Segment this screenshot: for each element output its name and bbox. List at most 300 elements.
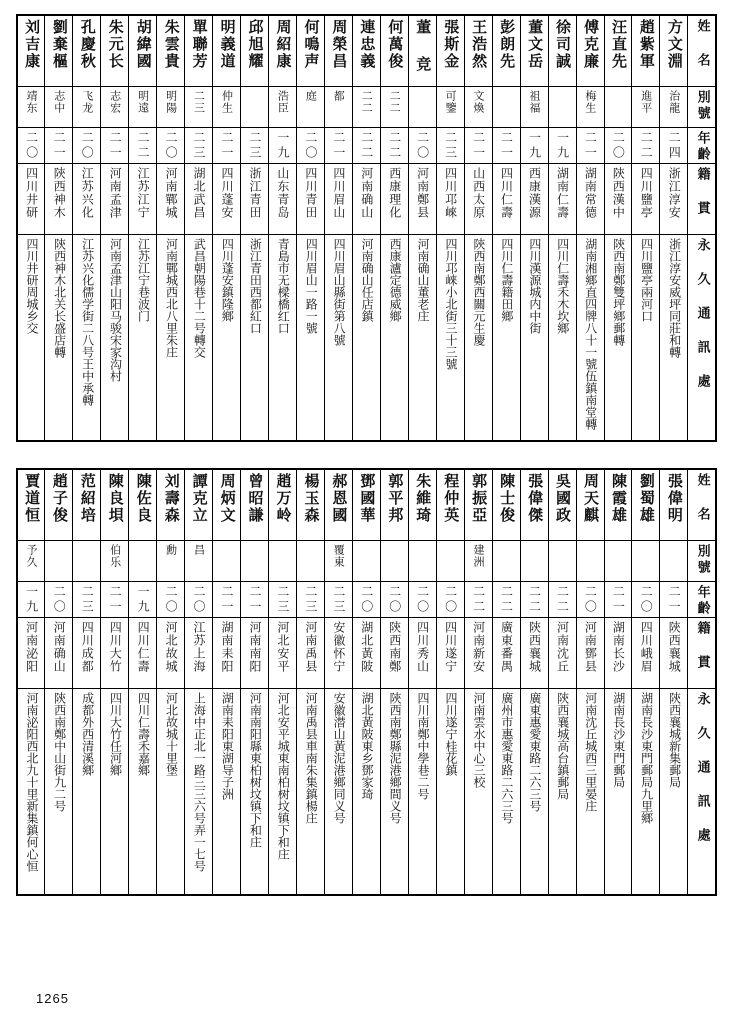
cell-age (324, 582, 352, 618)
native-text: 四川秀山 (415, 621, 430, 673)
cell-native (241, 618, 269, 689)
cell-alt (576, 541, 604, 582)
age-text: 一九 (555, 131, 570, 161)
cell-age (352, 128, 380, 164)
name-text: 楊玉森 (302, 473, 321, 524)
cell-alt (604, 541, 632, 582)
name-text: 陳佐良 (134, 473, 153, 524)
cell-alt (269, 541, 297, 582)
cell-native (101, 164, 129, 235)
cell-address (604, 235, 632, 442)
table-separator (16, 442, 717, 468)
cell-name (185, 15, 213, 87)
age-text: 二一 (108, 585, 123, 615)
cell-address (73, 689, 101, 896)
cell-address (241, 689, 269, 896)
alt-text: 明遠 (136, 90, 150, 114)
address-text: 浙江青田西都紅口 (248, 238, 263, 334)
cell-native (464, 618, 492, 689)
cell-address (492, 235, 520, 442)
cell-native (324, 164, 352, 235)
column-header-address (688, 689, 716, 896)
header-text: 籍 貫 (694, 621, 710, 671)
native-text: 河南鄧县 (583, 621, 598, 673)
cell-alt (660, 541, 688, 582)
age-text: 二三 (247, 131, 262, 161)
address-text: 陝西神木北关长盛店轉 (52, 238, 67, 358)
cell-native (45, 618, 73, 689)
cell-address (632, 689, 660, 896)
cell-address (520, 235, 548, 442)
address-text: 河北安平城東南柏树坟镇下和庄 (276, 692, 291, 860)
address-text: 四川遂宁桂花鎮 (443, 692, 458, 776)
native-text: 河南沈丘 (555, 621, 570, 673)
cell-address (324, 235, 352, 442)
cell-age (17, 128, 45, 164)
name-text: 趙子俊 (50, 473, 69, 524)
cell-name (129, 469, 157, 541)
cell-age (269, 582, 297, 618)
age-text: 二一 (52, 131, 67, 161)
alt-text: 明陽 (164, 90, 178, 114)
cell-alt (157, 541, 185, 582)
cell-age (73, 582, 101, 618)
cell-native (213, 618, 241, 689)
column-header-name (688, 469, 716, 541)
native-text: 四川邛崍 (443, 167, 458, 219)
address-text: 四川蓬安鎮隆鄉 (220, 238, 235, 322)
cell-age (436, 128, 464, 164)
name-text: 孔慶秋 (78, 19, 97, 70)
column-header-address (688, 235, 716, 442)
name-text: 鄧國華 (358, 473, 377, 524)
address-text: 四川仁壽禾木坎鄉 (555, 238, 570, 334)
age-text: 二〇 (639, 585, 654, 615)
header-text: 永 久 通 訊 處 (694, 238, 710, 390)
name-text: 何萬俊 (386, 19, 405, 70)
age-text: 一九 (24, 585, 39, 615)
cell-alt (380, 541, 408, 582)
cell-alt (408, 87, 436, 128)
name-text: 董 竞 (414, 19, 433, 73)
header-text: 年齡 (694, 585, 710, 617)
alt-text: 靖东 (25, 90, 39, 114)
cell-address (660, 235, 688, 442)
address-text: 武昌朝陽巷十二号轉交 (192, 238, 207, 358)
age-text: 一九 (275, 131, 290, 161)
name-text: 彭朗先 (498, 19, 517, 70)
cell-native (492, 618, 520, 689)
cell-name (324, 15, 352, 87)
cell-alt (297, 87, 325, 128)
cell-age (213, 582, 241, 618)
cell-address (548, 689, 576, 896)
alt-text: 予久 (25, 544, 39, 568)
cell-name (241, 15, 269, 87)
cell-age (408, 582, 436, 618)
name-text: 徐司誠 (554, 19, 573, 70)
age-text: 二一 (331, 131, 346, 161)
cell-native (548, 164, 576, 235)
address-text: 陝西襄城新集郵局 (667, 692, 682, 788)
cell-alt (604, 87, 632, 128)
cell-alt (269, 87, 297, 128)
address-text: 河南南阳縣東柏树坟镇下和庄 (248, 692, 263, 848)
cell-age (157, 582, 185, 618)
age-text: 二三 (192, 131, 207, 161)
alt-text: 可鑒 (444, 90, 458, 114)
name-text: 周天麒 (581, 473, 600, 524)
alt-text: 文煥 (472, 90, 486, 114)
alt-text: 進平 (639, 90, 653, 114)
cell-native (185, 164, 213, 235)
cell-age (185, 128, 213, 164)
cell-native (157, 618, 185, 689)
cell-address (17, 235, 45, 442)
cell-native (492, 164, 520, 235)
cell-name (157, 15, 185, 87)
age-text: 二〇 (387, 585, 402, 615)
native-text: 河南新安 (471, 621, 486, 673)
name-text: 單聯芳 (190, 19, 209, 70)
native-text: 四川成都 (80, 621, 95, 673)
cell-age (576, 582, 604, 618)
table-row-alt (17, 541, 716, 582)
cell-age (464, 582, 492, 618)
alt-text: 梅生 (583, 90, 597, 114)
cell-native (324, 618, 352, 689)
native-text: 四川井研 (24, 167, 39, 219)
native-text: 河北故城 (164, 621, 179, 673)
name-text: 刘吉康 (23, 19, 42, 70)
cell-address (520, 689, 548, 896)
cell-alt (101, 87, 129, 128)
age-text: 二二 (359, 131, 374, 161)
cell-name (73, 469, 101, 541)
age-text: 二二 (555, 585, 570, 615)
cell-native (464, 164, 492, 235)
address-text: 四川眉山一路一號 (304, 238, 319, 334)
cell-age (297, 128, 325, 164)
cell-address (157, 689, 185, 896)
age-text: 二一 (220, 585, 234, 615)
age-text: 二一 (611, 585, 626, 615)
table-row-names (17, 15, 716, 87)
table-row-age (17, 128, 716, 164)
cell-alt (352, 541, 380, 582)
native-text: 江苏上海 (192, 621, 207, 673)
cell-age (632, 128, 660, 164)
age-text: 二一 (220, 131, 234, 161)
native-text: 江苏江宁 (136, 167, 151, 219)
native-text: 西康理化 (387, 167, 402, 219)
cell-address (129, 689, 157, 896)
cell-name (492, 15, 520, 87)
cell-address (101, 689, 129, 896)
cell-address (185, 689, 213, 896)
name-text: 胡緯國 (134, 19, 153, 70)
cell-age (520, 128, 548, 164)
address-text: 四川仁壽籍田鄉 (499, 238, 514, 322)
cell-native (604, 164, 632, 235)
cell-native (548, 618, 576, 689)
native-text: 廣東番禺 (499, 621, 514, 673)
alt-text: 祖福 (527, 90, 541, 114)
cell-native (436, 618, 464, 689)
cell-name (185, 469, 213, 541)
age-text: 二三 (275, 585, 290, 615)
cell-alt (73, 541, 101, 582)
address-text: 四川邛崍小北街三十三號 (443, 238, 458, 370)
cell-name (101, 469, 129, 541)
address-text: 廣東惠愛東路二六三号 (527, 692, 542, 812)
cell-address (297, 689, 325, 896)
cell-native (213, 164, 241, 235)
cell-address (352, 689, 380, 896)
name-text: 陳霞雄 (609, 473, 628, 524)
cell-native (73, 164, 101, 235)
table-row-alt (17, 87, 716, 128)
alt-text: 庭 (304, 90, 318, 102)
name-text: 劉蜀雄 (637, 473, 656, 524)
alt-text: 志中 (52, 90, 66, 114)
cell-name (408, 469, 436, 541)
alt-text: 浩臣 (276, 90, 290, 114)
cell-alt (241, 87, 269, 128)
cell-name (352, 469, 380, 541)
cell-name (269, 15, 297, 87)
cell-age (492, 582, 520, 618)
roster-table-bottom (16, 468, 717, 896)
cell-alt (241, 541, 269, 582)
cell-native (17, 164, 45, 235)
cell-address (17, 689, 45, 896)
cell-age (17, 582, 45, 618)
cell-alt (436, 541, 464, 582)
age-text: 二四 (667, 131, 682, 161)
native-text: 四川鹽亭 (639, 167, 654, 219)
cell-native (352, 618, 380, 689)
cell-native (520, 618, 548, 689)
address-text: 河南鄲城西北八里朱庄 (164, 238, 179, 358)
alt-text: 治龍 (667, 90, 681, 114)
age-text: 二一 (247, 585, 262, 615)
header-text: 姓 名 (694, 19, 710, 69)
name-text: 郝恩國 (330, 473, 349, 524)
name-text: 張偉明 (665, 473, 684, 524)
native-text: 四川蓬安 (220, 167, 234, 219)
age-text: 二〇 (583, 585, 598, 615)
cell-age (241, 128, 269, 164)
header-text: 永 久 通 訊 處 (694, 692, 710, 844)
name-text: 方文淵 (665, 19, 684, 70)
cell-name (297, 15, 325, 87)
table-row-native (17, 164, 716, 235)
cell-name (213, 469, 241, 541)
cell-alt (45, 541, 73, 582)
cell-native (269, 164, 297, 235)
age-text: 二〇 (80, 131, 95, 161)
table-row-age (17, 582, 716, 618)
cell-address (464, 235, 492, 442)
cell-alt (520, 541, 548, 582)
cell-native (101, 618, 129, 689)
cell-alt (17, 87, 45, 128)
alt-text: 二三 (192, 90, 206, 114)
cell-address (185, 235, 213, 442)
age-text: 二〇 (443, 585, 458, 615)
native-text: 四川眉山 (331, 167, 346, 219)
address-text: 陝西南鄭縣泥港鄉間义号 (388, 692, 403, 824)
cell-age (129, 582, 157, 618)
cell-name (576, 469, 604, 541)
age-text: 二一 (499, 131, 514, 161)
cell-address (408, 689, 436, 896)
roster-table-top (16, 14, 717, 442)
native-text: 浙江淳安 (667, 167, 682, 219)
address-text: 湖南耒阳東湖导子洲 (220, 692, 235, 800)
alt-text: 覆東 (332, 544, 346, 568)
age-text: 二二 (387, 131, 402, 161)
age-text: 二〇 (24, 131, 39, 161)
age-text: 二〇 (52, 585, 67, 615)
native-text: 四川遂宁 (443, 621, 458, 673)
native-text: 湖南长沙 (611, 621, 626, 673)
cell-name (436, 15, 464, 87)
cell-address (464, 689, 492, 896)
age-text: 二〇 (164, 585, 179, 615)
native-text: 安徽怀宁 (331, 621, 346, 673)
cell-native (157, 164, 185, 235)
cell-name (408, 15, 436, 87)
cell-age (73, 128, 101, 164)
address-text: 成都外西清溪鄉 (80, 692, 95, 776)
cell-alt (660, 87, 688, 128)
cell-name (464, 15, 492, 87)
cell-alt (213, 541, 241, 582)
address-text: 河南确山董老庄 (416, 238, 431, 322)
cell-native (297, 164, 325, 235)
native-text: 陝西南鄭 (387, 621, 402, 673)
cell-alt (352, 87, 380, 128)
native-text: 四川仁壽 (136, 621, 151, 673)
cell-name (464, 469, 492, 541)
cell-age (408, 128, 436, 164)
cell-address (436, 235, 464, 442)
name-text: 周炳文 (218, 473, 237, 524)
cell-native (45, 164, 73, 235)
native-text: 四川峨眉 (639, 621, 654, 673)
cell-address (45, 235, 73, 442)
cell-name (380, 469, 408, 541)
cell-address (660, 689, 688, 896)
name-text: 程仲英 (442, 473, 461, 524)
address-text: 湖南長沙東門郵局 (611, 692, 626, 788)
cell-alt (464, 87, 492, 128)
cell-name (548, 469, 576, 541)
name-text: 張偉傑 (526, 473, 545, 524)
cell-address (576, 235, 604, 442)
cell-age (213, 128, 241, 164)
cell-alt (73, 87, 101, 128)
cell-age (548, 582, 576, 618)
cell-address (213, 689, 241, 896)
native-text: 河南确山 (52, 621, 67, 673)
cell-age (492, 128, 520, 164)
cell-alt (548, 541, 576, 582)
native-text: 湖南耒阳 (220, 621, 234, 673)
cell-age (436, 582, 464, 618)
native-text: 河南泌阳 (24, 621, 39, 673)
cell-address (380, 235, 408, 442)
cell-address (241, 235, 269, 442)
address-text: 四川大竹任河鄉 (108, 692, 123, 776)
address-text: 江苏江宁巷波门 (136, 238, 151, 322)
age-text: 二〇 (611, 131, 626, 161)
alt-text: 二二 (388, 90, 402, 114)
name-text: 吳國政 (554, 473, 573, 524)
native-text: 山西太原 (471, 167, 486, 219)
native-text: 河南确山 (359, 167, 374, 219)
alt-text: 都 (332, 90, 346, 102)
address-text: 四川眉山縣街第八號 (332, 238, 347, 346)
alt-text: 二二 (360, 90, 374, 114)
cell-address (352, 235, 380, 442)
cell-alt (380, 87, 408, 128)
name-text: 周榮昌 (330, 19, 349, 70)
cell-native (73, 618, 101, 689)
age-text: 二三 (303, 585, 318, 615)
cell-age (604, 128, 632, 164)
cell-address (576, 689, 604, 896)
cell-address (492, 689, 520, 896)
column-header-name (688, 15, 716, 87)
cell-age (520, 582, 548, 618)
table-row-native (17, 618, 716, 689)
cell-address (45, 689, 73, 896)
cell-alt (297, 541, 325, 582)
age-text: 二〇 (192, 585, 207, 615)
header-text: 別號 (694, 90, 710, 122)
cell-name (520, 15, 548, 87)
cell-alt (213, 87, 241, 128)
cell-native (576, 618, 604, 689)
cell-name (45, 469, 73, 541)
cell-alt (520, 87, 548, 128)
table-row-names (17, 469, 716, 541)
cell-age (380, 128, 408, 164)
cell-age (101, 582, 129, 618)
cell-name (632, 469, 660, 541)
cell-age (632, 582, 660, 618)
name-text: 刘壽森 (162, 473, 181, 524)
alt-text: 建洲 (472, 544, 486, 568)
table-row-address (17, 689, 716, 896)
age-text: 二一 (108, 131, 123, 161)
address-text: 河南泌阳西北九十里新集鎮何心恒 (24, 692, 39, 872)
age-text: 二三 (443, 131, 458, 161)
address-text: 河南雲水中心三校 (471, 692, 486, 788)
cell-native (380, 618, 408, 689)
cell-name (157, 469, 185, 541)
age-text: 二〇 (164, 131, 179, 161)
native-text: 陝西襄城 (527, 621, 542, 673)
name-text: 郭振亞 (470, 473, 489, 524)
cell-native (297, 618, 325, 689)
name-text: 連忠義 (358, 19, 377, 70)
cell-age (380, 582, 408, 618)
cell-age (548, 128, 576, 164)
